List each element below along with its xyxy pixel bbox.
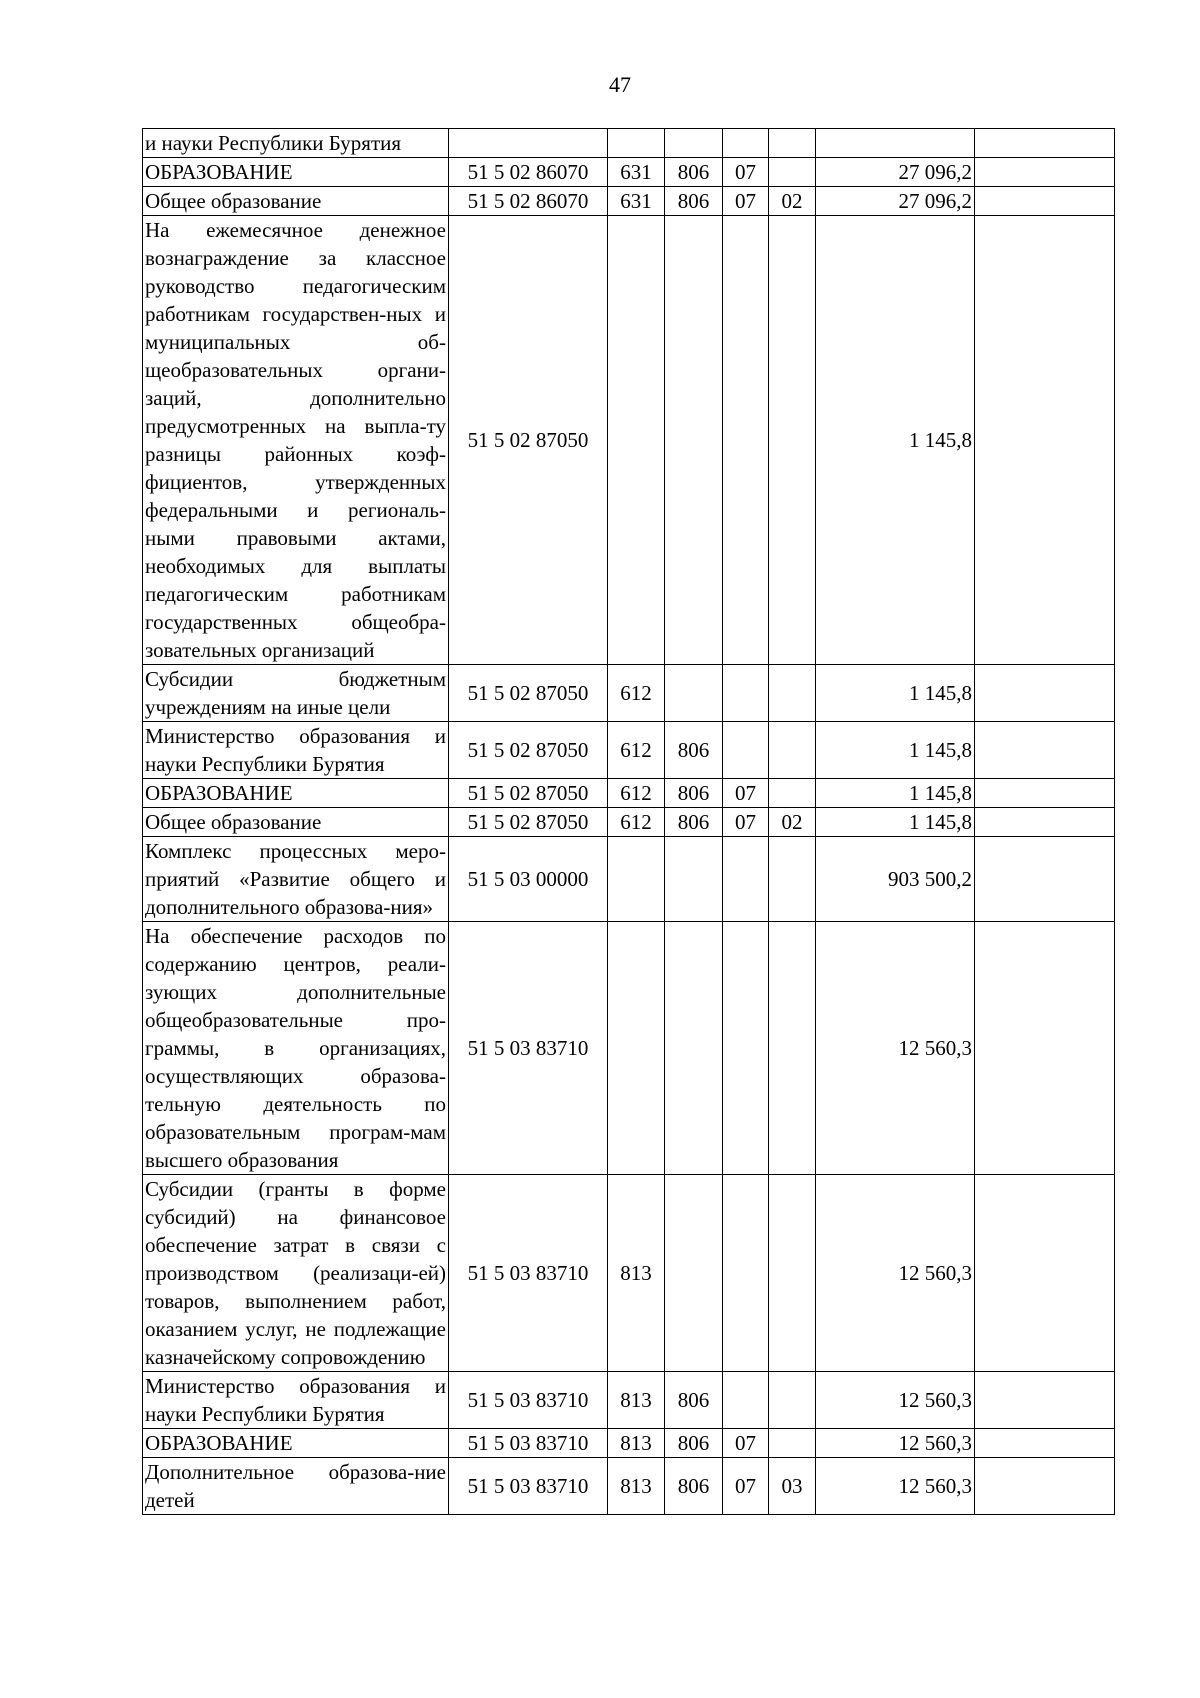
row-extra [975, 158, 1115, 187]
table-row [143, 216, 1115, 665]
row-rz: 07 [723, 158, 769, 187]
row-extra [975, 187, 1115, 216]
row-pr [769, 779, 816, 808]
row-rz [723, 922, 769, 1175]
row-name: Субсидии (гранты в форме субсидий) на финансовое обеспечение затрат в связи с производством (реализаци-ей) товаров, выполнением работ, оказанием услуг, не подлежащие казначейскому сопровождению [143, 1175, 449, 1372]
row-amount: 27 096,2 [816, 187, 975, 216]
row-name: Субсидии бюджетным учреждениям на иные цели [143, 665, 449, 722]
row-pr [769, 216, 816, 665]
row-rz [723, 722, 769, 779]
row-code: 51 5 02 87050 [449, 779, 608, 808]
table-row [143, 837, 1115, 922]
row-pr [769, 1175, 816, 1372]
table-row [143, 665, 1115, 722]
row-pr [769, 1429, 816, 1458]
row-grbs [665, 216, 723, 665]
row-grbs [665, 1175, 723, 1372]
row-pr [769, 722, 816, 779]
budget-table [142, 128, 1115, 1515]
row-name: На ежемесячное денежное вознаграждение за классное руководство педагогическим работникам государствен-ных и муниципальных об-щеобразовательных органи-заций, дополнительно предусмотренных на выпла-ту разницы районных коэф-фициентов, утвержденных федеральными и региональ-ными правовыми актами, необходимых для выплаты педагогическим работникам государственных общеобра-зовательных организаций [143, 216, 449, 665]
row-amount [816, 129, 975, 158]
row-name: Министерство образования и науки Республики Бурятия [143, 722, 449, 779]
table-row [143, 808, 1115, 837]
row-name: ОБРАЗОВАНИЕ [143, 779, 449, 808]
row-grbs: 806 [665, 187, 723, 216]
table-row [143, 722, 1115, 779]
row-rz [723, 837, 769, 922]
row-grbs: 806 [665, 808, 723, 837]
row-code: 51 5 03 00000 [449, 837, 608, 922]
table-row [143, 158, 1115, 187]
row-rz: 07 [723, 808, 769, 837]
row-code: 51 5 03 83710 [449, 1372, 608, 1429]
row-code [449, 129, 608, 158]
table-row [143, 129, 1115, 158]
page-number: 47 [609, 72, 631, 97]
row-vr: 813 [608, 1372, 665, 1429]
row-name: Общее образование [143, 187, 449, 216]
row-vr [608, 216, 665, 665]
row-code: 51 5 02 87050 [449, 665, 608, 722]
row-vr: 813 [608, 1429, 665, 1458]
row-grbs [665, 129, 723, 158]
row-amount: 1 145,8 [816, 216, 975, 665]
row-name: Дополнительное образова-ние детей [143, 1458, 449, 1515]
row-rz [723, 665, 769, 722]
row-vr: 631 [608, 187, 665, 216]
row-vr: 631 [608, 158, 665, 187]
table-row [143, 779, 1115, 808]
row-extra [975, 722, 1115, 779]
row-extra [975, 129, 1115, 158]
row-extra [975, 665, 1115, 722]
row-code: 51 5 03 83710 [449, 1429, 608, 1458]
row-pr [769, 665, 816, 722]
row-extra [975, 1372, 1115, 1429]
table-row [143, 922, 1115, 1175]
row-grbs [665, 837, 723, 922]
row-vr: 813 [608, 1175, 665, 1372]
row-rz: 07 [723, 187, 769, 216]
row-pr [769, 129, 816, 158]
row-vr [608, 129, 665, 158]
row-code: 51 5 03 83710 [449, 1175, 608, 1372]
row-code: 51 5 02 87050 [449, 722, 608, 779]
row-amount: 12 560,3 [816, 1458, 975, 1515]
row-code: 51 5 02 86070 [449, 158, 608, 187]
row-grbs: 806 [665, 779, 723, 808]
row-pr [769, 922, 816, 1175]
row-code: 51 5 02 87050 [449, 216, 608, 665]
table-row [143, 1372, 1115, 1429]
row-name: Министерство образования и науки Республики Бурятия [143, 1372, 449, 1429]
row-amount: 12 560,3 [816, 1372, 975, 1429]
row-amount: 1 145,8 [816, 722, 975, 779]
row-vr: 612 [608, 665, 665, 722]
row-vr: 612 [608, 722, 665, 779]
row-amount: 12 560,3 [816, 922, 975, 1175]
row-name: На обеспечение расходов по содержанию центров, реали-зующих дополнительные общеобразовательные про-граммы, в организациях, осуществляющих образова-тельную деятельность по образовательным програм-мам высшего образования [143, 922, 449, 1175]
row-code: 51 5 02 86070 [449, 187, 608, 216]
row-amount: 12 560,3 [816, 1175, 975, 1372]
row-name: Общее образование [143, 808, 449, 837]
row-pr [769, 1372, 816, 1429]
row-grbs: 806 [665, 722, 723, 779]
row-rz: 07 [723, 1429, 769, 1458]
row-grbs: 806 [665, 1372, 723, 1429]
table-row [143, 187, 1115, 216]
row-extra [975, 1175, 1115, 1372]
row-vr [608, 837, 665, 922]
row-pr [769, 837, 816, 922]
row-amount: 1 145,8 [816, 779, 975, 808]
table-row [143, 1175, 1115, 1372]
row-amount: 1 145,8 [816, 808, 975, 837]
row-rz: 07 [723, 1458, 769, 1515]
row-code: 51 5 02 87050 [449, 808, 608, 837]
row-grbs: 806 [665, 1429, 723, 1458]
row-grbs [665, 665, 723, 722]
row-rz [723, 1372, 769, 1429]
row-extra [975, 1429, 1115, 1458]
row-name: Комплекс процессных меро-приятий «Развитие общего и дополнительного образова-ния» [143, 837, 449, 922]
row-code: 51 5 03 83710 [449, 922, 608, 1175]
row-grbs: 806 [665, 1458, 723, 1515]
row-grbs: 806 [665, 158, 723, 187]
row-grbs [665, 922, 723, 1175]
row-vr: 612 [608, 779, 665, 808]
row-extra [975, 808, 1115, 837]
row-rz [723, 1175, 769, 1372]
table-row [143, 1429, 1115, 1458]
row-amount: 903 500,2 [816, 837, 975, 922]
row-vr: 813 [608, 1458, 665, 1515]
row-vr: 612 [608, 808, 665, 837]
row-rz: 07 [723, 779, 769, 808]
row-pr: 02 [769, 187, 816, 216]
table-row [143, 1458, 1115, 1515]
row-name: и науки Республики Бурятия [143, 129, 449, 158]
row-pr: 02 [769, 808, 816, 837]
row-rz [723, 216, 769, 665]
row-pr: 03 [769, 1458, 816, 1515]
row-extra [975, 837, 1115, 922]
row-name: ОБРАЗОВАНИЕ [143, 158, 449, 187]
row-vr [608, 922, 665, 1175]
row-extra [975, 922, 1115, 1175]
row-extra [975, 1458, 1115, 1515]
row-rz [723, 129, 769, 158]
row-code: 51 5 03 83710 [449, 1458, 608, 1515]
row-amount: 27 096,2 [816, 158, 975, 187]
row-name: ОБРАЗОВАНИЕ [143, 1429, 449, 1458]
row-amount: 12 560,3 [816, 1429, 975, 1458]
row-extra [975, 216, 1115, 665]
row-pr [769, 158, 816, 187]
row-extra [975, 779, 1115, 808]
row-amount: 1 145,8 [816, 665, 975, 722]
